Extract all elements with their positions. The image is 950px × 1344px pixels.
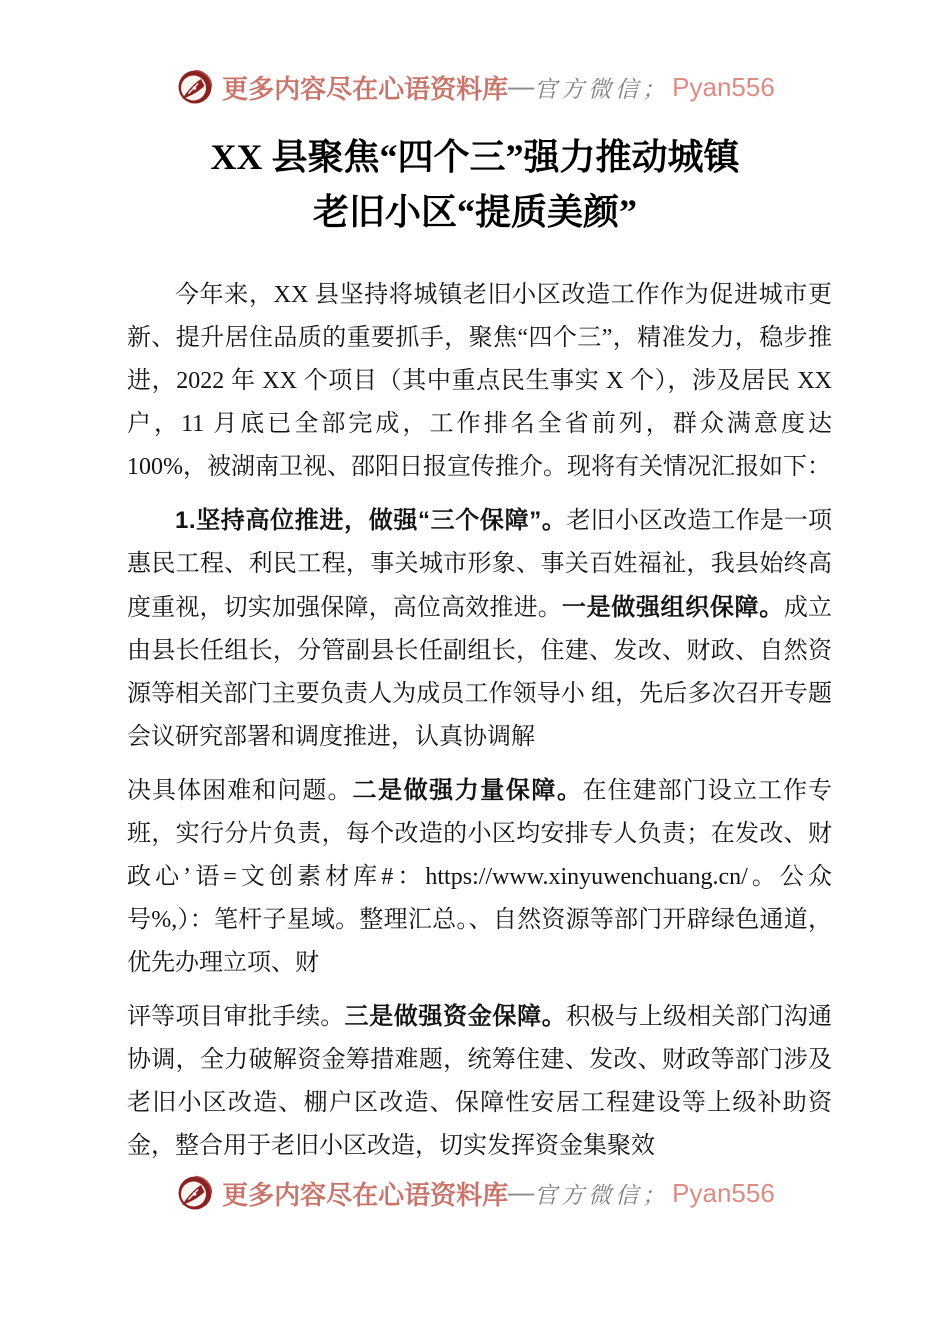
- text-run: 积极与上级相关部门沟通协调，全力破解资金筹措难题，统筹住建、发改、财政等部门涉及老旧小区改造、棚户区改造、保障性安居工程建设等上级补助资金，整合用于老旧小区改造，切实发挥资金集聚效: [127, 1004, 833, 1159]
- bold-text-run: 一是做强组织保障。: [561, 594, 784, 621]
- body-paragraph: [127, 769, 832, 985]
- watermark-wechat-label: 官方微信；: [534, 1182, 670, 1209]
- title-line-1: XX 县聚焦“四个三”强力推动城镇: [210, 137, 740, 177]
- text-run: 成立由县长任组长，分管副县长任副组长，住建、发改、财政、自然资源等相关部门主要负责人为成员工作领导小 组，先后多次召开专题会议研究部署和调度推进，认真协调解: [127, 595, 833, 750]
- watermark-wechat-label: 官方微信；: [534, 76, 670, 103]
- document-title: [60, 130, 890, 240]
- body-paragraph: [127, 499, 832, 759]
- watermark-wechat-id: Pyan556: [672, 1177, 775, 1208]
- watermark-separator: —: [508, 72, 535, 101]
- bold-text-run: 1.坚持高位推进，做强“三个保障”。: [175, 507, 567, 534]
- header-watermark: [0, 0, 950, 108]
- pen-nib-logo-icon: [175, 1172, 215, 1214]
- bold-text-run: 三是做强资金保障。: [344, 1003, 567, 1030]
- footer-watermark: [0, 1172, 950, 1214]
- watermark-brand-text: 更多内容尽在心语资料库: [222, 1180, 509, 1210]
- watermark-separator: —: [508, 1178, 535, 1207]
- text-run: 老旧小区改造工作是一项惠民工程、利民工程，事关城市形象、事关百姓福祉，我县始终高度重视，切实加强保障，高位高效推进。: [127, 508, 833, 621]
- watermark-brand-text: 更多内容尽在心语资料库: [222, 74, 509, 104]
- watermark-wechat-id: Pyan556: [672, 71, 775, 102]
- text-run: 今年来，XX 县坚持将城镇老旧小区改造工作作为促进城市更新、提升居住品质的重要抓手，聚焦“四个三”，精准发力，稳步推进，2022 年 XX 个项目（其中重点民生事实 X 个），涉及居民 XX 户，11 月底已全部完成，工作排名全省前列，群众满意度达 100%，被湖南卫视、邵阳日报宣传推介。现将有关情况汇报如下：: [127, 282, 832, 480]
- bold-text-run: 二是做强力量保障。: [352, 777, 583, 804]
- body-paragraph: [127, 995, 832, 1168]
- pen-nib-logo-icon: [175, 66, 215, 108]
- text-run: 决具体困难和问题。: [127, 778, 353, 804]
- document-body: [127, 274, 832, 1168]
- text-run: 在住建部门设立工作专班，实行分片负责，每个改造的小区均安排专人负责；在发改、财政心’语=文创素材库#：https://www.xinyuwenchuang.cn/。公众号%,）：笔杆子星域。整理汇总。、自然资源等部门开辟绿色通道，优先办理立项、财: [127, 778, 832, 976]
- body-paragraph: [127, 274, 832, 489]
- title-line-2: 老旧小区“提质美颜”: [312, 192, 637, 232]
- text-run: 评等项目审批手续。: [127, 1004, 345, 1030]
